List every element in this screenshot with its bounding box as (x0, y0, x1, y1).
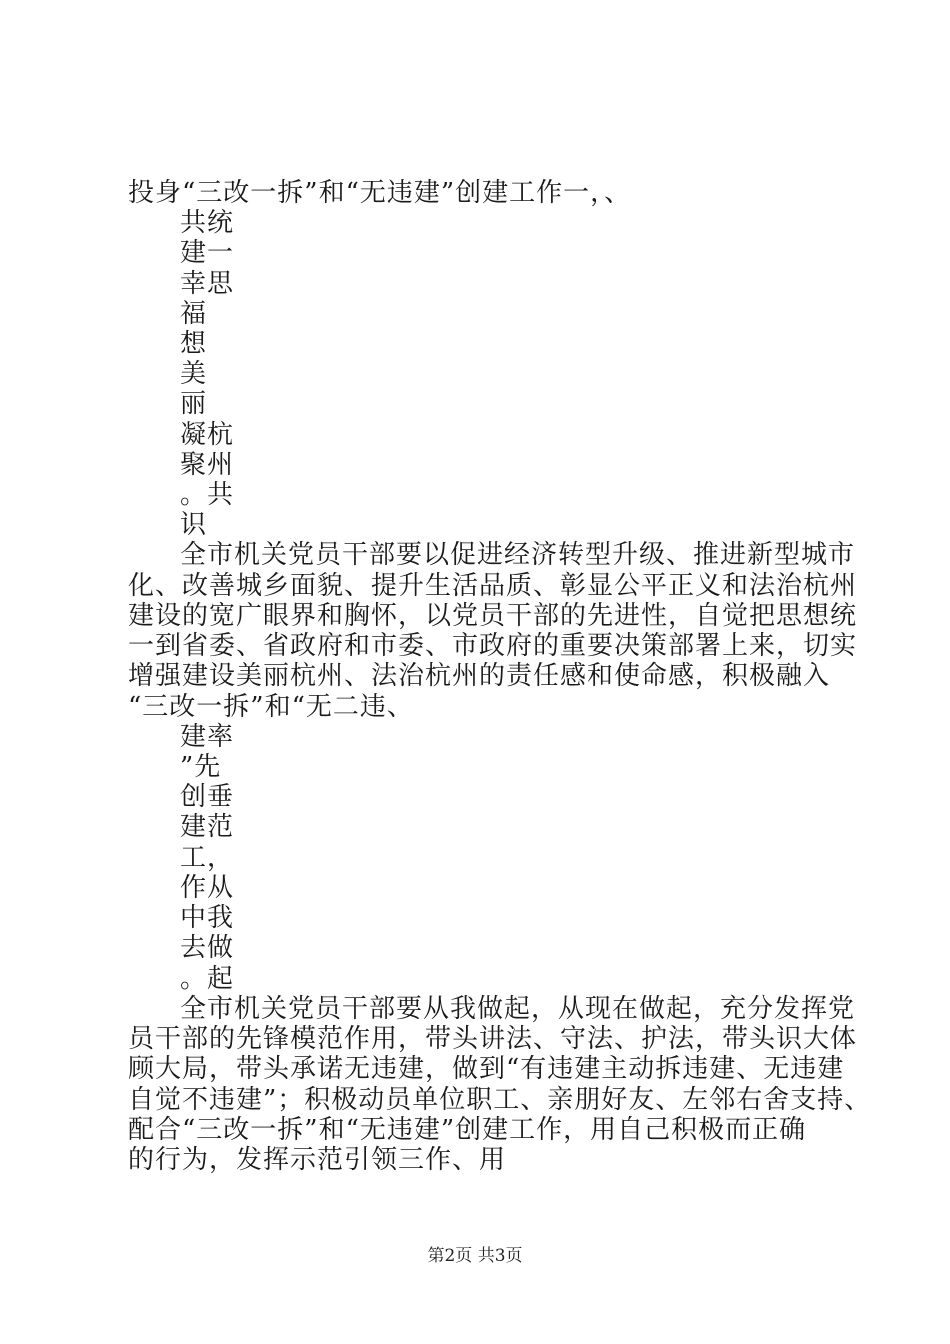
column-line: 作从 (180, 873, 235, 903)
column-line: 识 (180, 510, 208, 540)
column-line: 福 (180, 299, 208, 329)
paragraph-line: 顾大局，带头承诺无违建，做到“有违建主动拆违建、无违建 (128, 1054, 845, 1084)
paragraph-line: “三改一拆”和“无二违、 (128, 692, 414, 722)
column-line: 共统 (180, 208, 235, 238)
column-line: 中我 (180, 903, 235, 933)
paragraph-line: 建设的宽广眼界和胸怀，以党员干部的先进性，自觉把思想统 (128, 601, 858, 631)
column-line: 。共 (180, 480, 235, 510)
column-line: 建率 (180, 722, 235, 752)
column-line: 美 (180, 359, 208, 389)
column-line: 去做 (180, 933, 235, 963)
column-line: 创垂 (180, 782, 235, 812)
paragraph-line: 一到省委、省政府和市委、市政府的重要决策部署上来，切实 (128, 631, 858, 661)
page-number-footer: 第2页 共3页 (427, 1246, 523, 1266)
column-line: 建范 (180, 812, 235, 842)
column-line: 工， (180, 843, 235, 873)
column-line: 凝杭 (180, 420, 235, 450)
paragraph-line: 全市机关党员干部要以促进经济转型升级、推进新型城市 (180, 540, 856, 570)
paragraph-line: 化、改善城乡面貌、提升生活品质、彰显公平正义和法治杭州 (128, 571, 858, 601)
paragraph-line: 全市机关党员干部要从我做起，从现在做起，充分发挥党 (180, 994, 856, 1024)
column-line: 丽 (180, 389, 208, 419)
column-line: 建一 (180, 238, 235, 268)
paragraph-line: 自觉不违建”；积极动员单位职工、亲朋好友、左邻右舍支持、 (128, 1085, 872, 1115)
paragraph-line: 增强建设美丽杭州、法治杭州的责任感和使命感，积极融入 (128, 661, 831, 691)
column-line: 想 (180, 329, 208, 359)
column-line: ”先 (180, 752, 222, 782)
body-line-top: 投身“三改一拆”和“无违建”创建工作一，、 (128, 178, 632, 208)
paragraph-line: 配合“三改一拆”和“无违建”创建工作，用自己积极而正确 (128, 1115, 807, 1145)
column-line: 。起 (180, 964, 235, 994)
paragraph-line: 的行为，发挥示范引领三作、用 (128, 1145, 507, 1175)
column-line: 幸思 (180, 269, 235, 299)
column-line: 聚州 (180, 450, 235, 480)
paragraph-line: 员干部的先锋模范作用，带头讲法、守法、护法，带头识大体 (128, 1024, 858, 1054)
